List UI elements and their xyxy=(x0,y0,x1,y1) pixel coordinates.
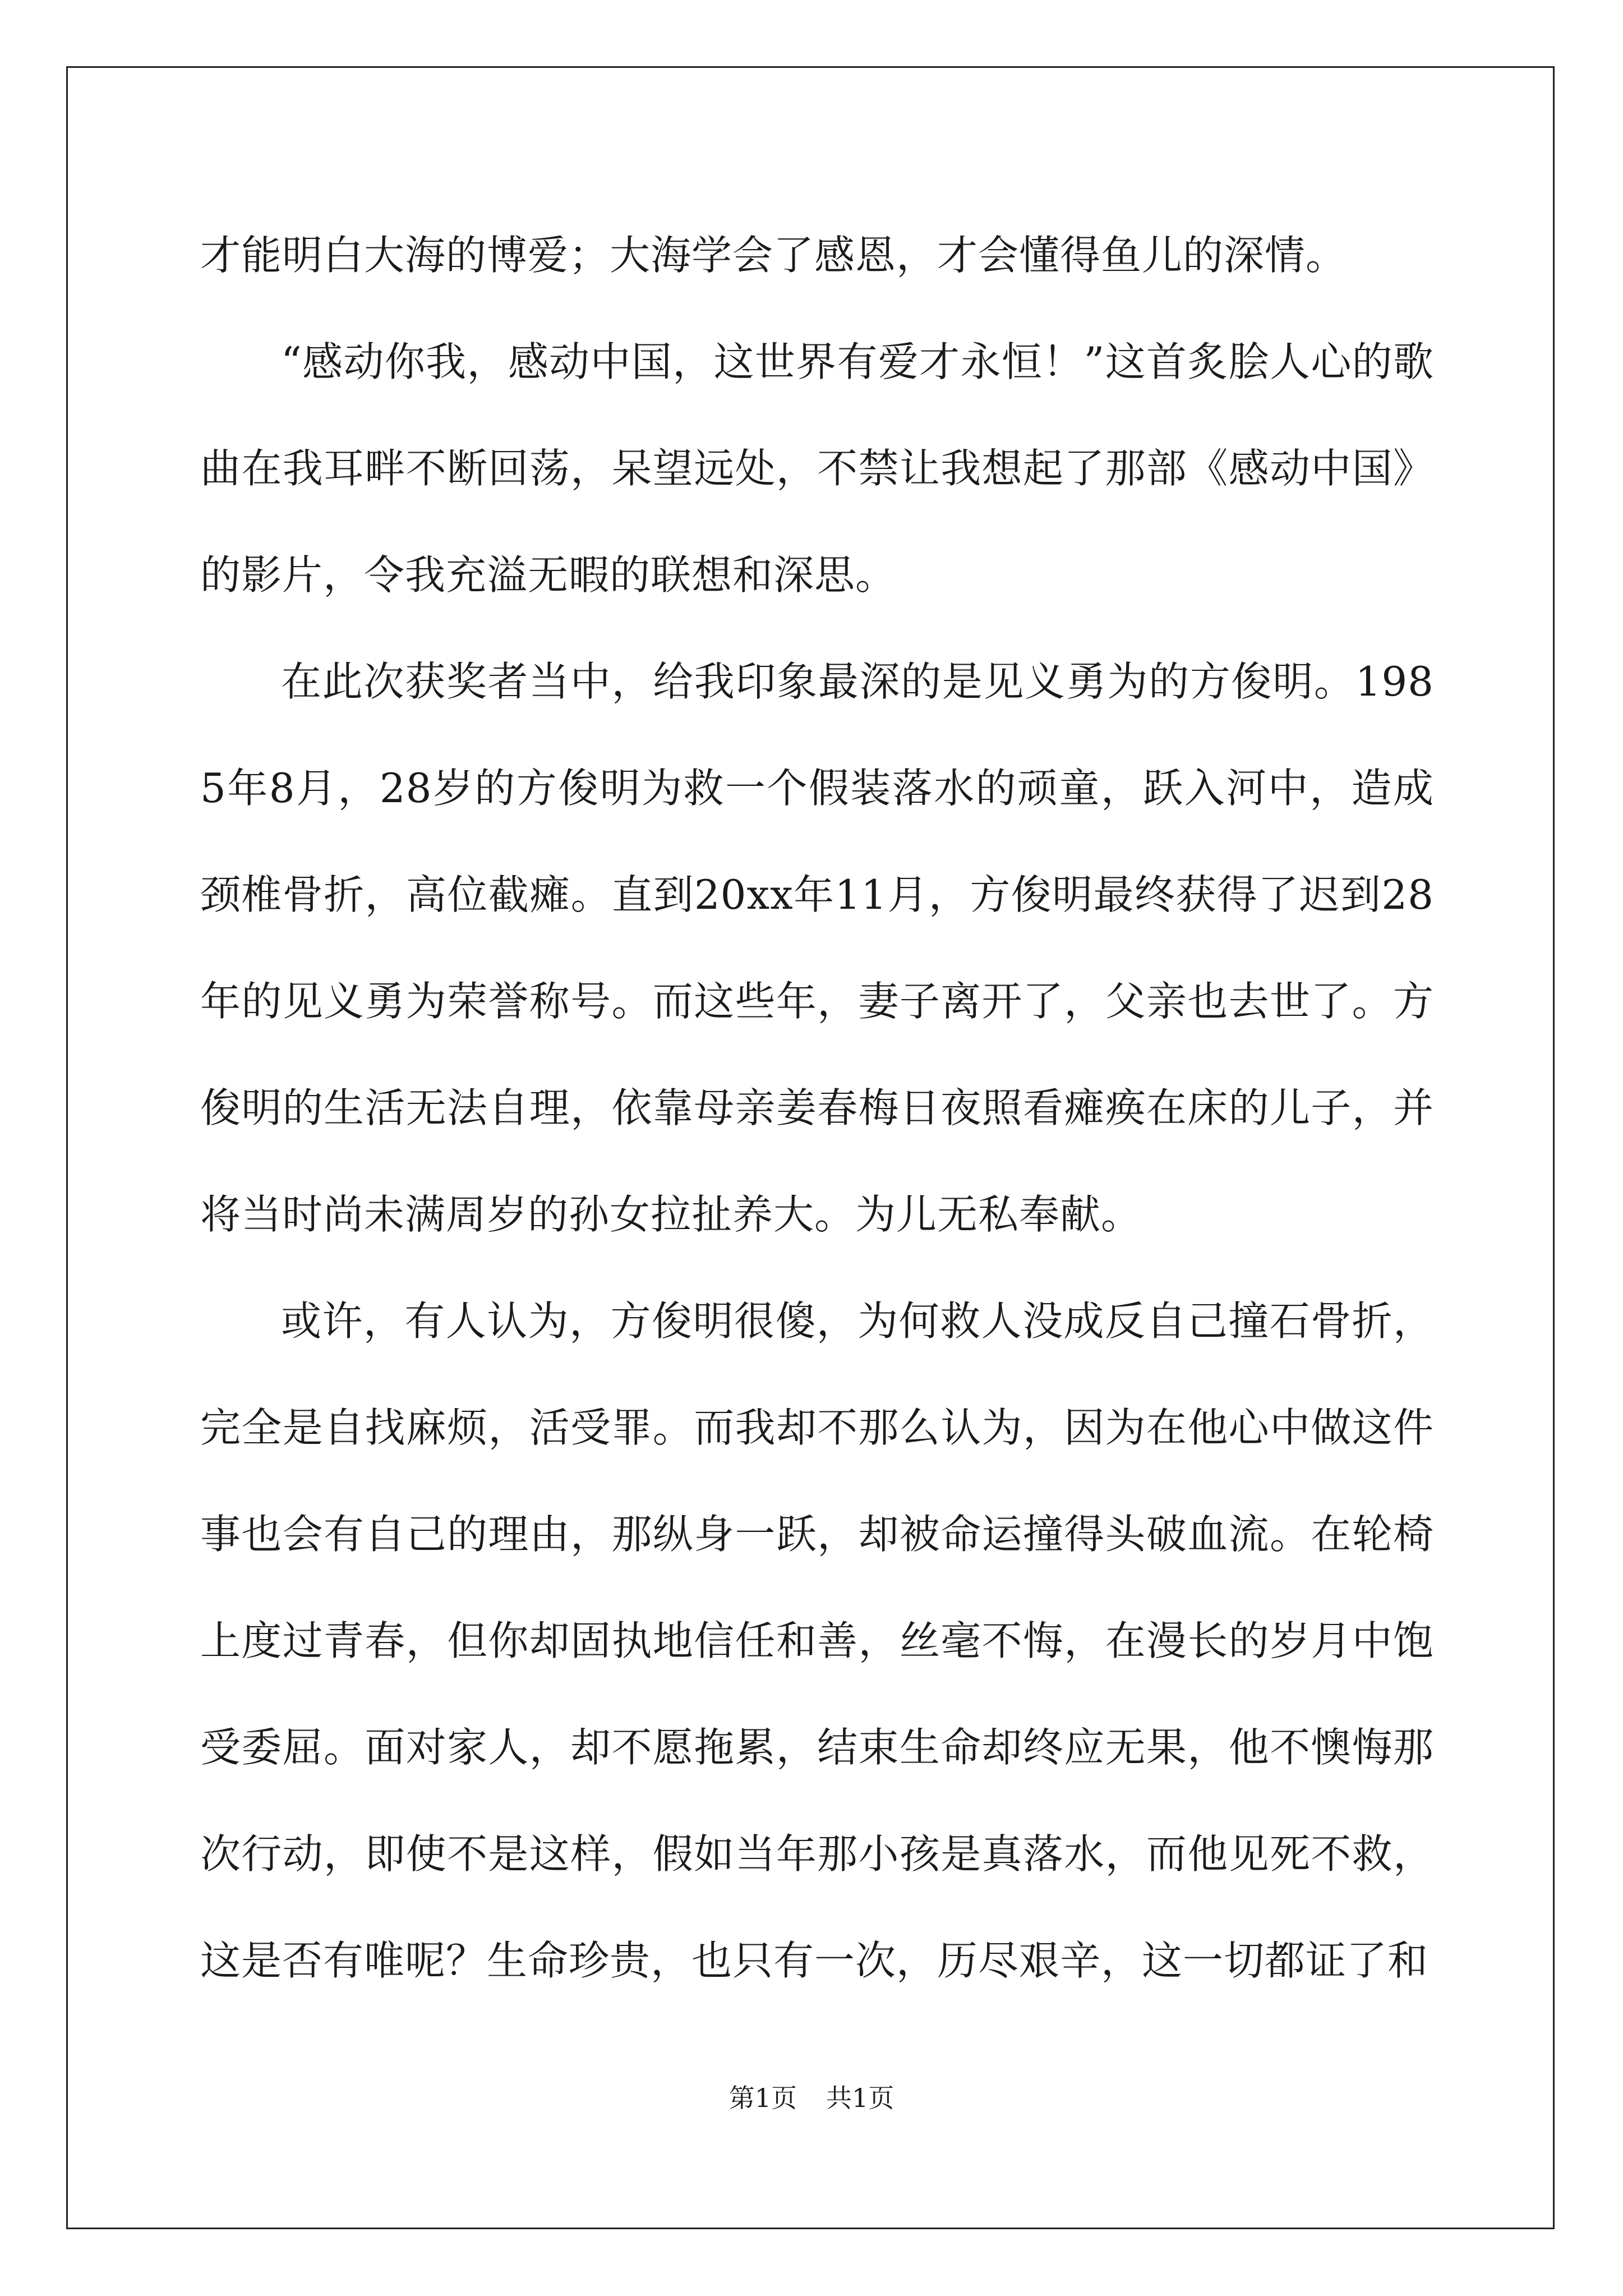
paragraph-3: 在此次获奖者当中，给我印象最深的是见义勇为的方俊明。1985年8月，28岁的方俊明为救一个假装落水的顽童，跃入河中，造成颈椎骨折，高位截瘫。直到20xx年11月，方俊明最终获得了迟到28年的见义勇为荣誉称号。而这些年，妻子离开了，父亲也去世了。方俊明的生活无法自理，依靠母亲姜春梅日夜照看瘫痪在床的儿子，并将当时尚未满周岁的孙女拉扯养大。为儿无私奉献。 xyxy=(200,658,1434,1238)
page-number-total: 共1页 xyxy=(826,2083,895,2113)
paragraph-2: “感动你我，感动中国，这世界有爱才永恒！”这首炙脍人心的歌曲在我耳畔不断回荡，呆望远处，不禁让我想起了那部《感动中国》的影片，令我充溢无暇的联想和深思。 xyxy=(200,338,1434,599)
page-number-current: 第1页 xyxy=(728,2083,797,2113)
page-footer xyxy=(0,2081,1623,2115)
paragraph-1: 才能明白大海的博爱；大海学会了感恩，才会懂得鱼儿的深情。 xyxy=(200,232,1347,279)
paragraph-4: 或许，有人认为，方俊明很傻，为何救人没成反自己撞石骨折，完全是自找麻烦，活受罪。而我却不那么认为，因为在他心中做这件事也会有自己的理由，那纵身一跃，却被命运撞得头破血流。在轮椅上度过青春，但你却固执地信任和善，丝毫不悔，在漫长的岁月中饱受委屈。面对家人，却不愿拖累，结束生命却终应无果，他不懊悔那次行动，即使不是这样，假如当年那小孩是真落水，而他见死不救，这是否有唯呢？生命珍贵，也只有一次，历尽艰辛，这一切都证了和 xyxy=(200,1297,1434,1984)
document-body xyxy=(200,202,1434,2014)
